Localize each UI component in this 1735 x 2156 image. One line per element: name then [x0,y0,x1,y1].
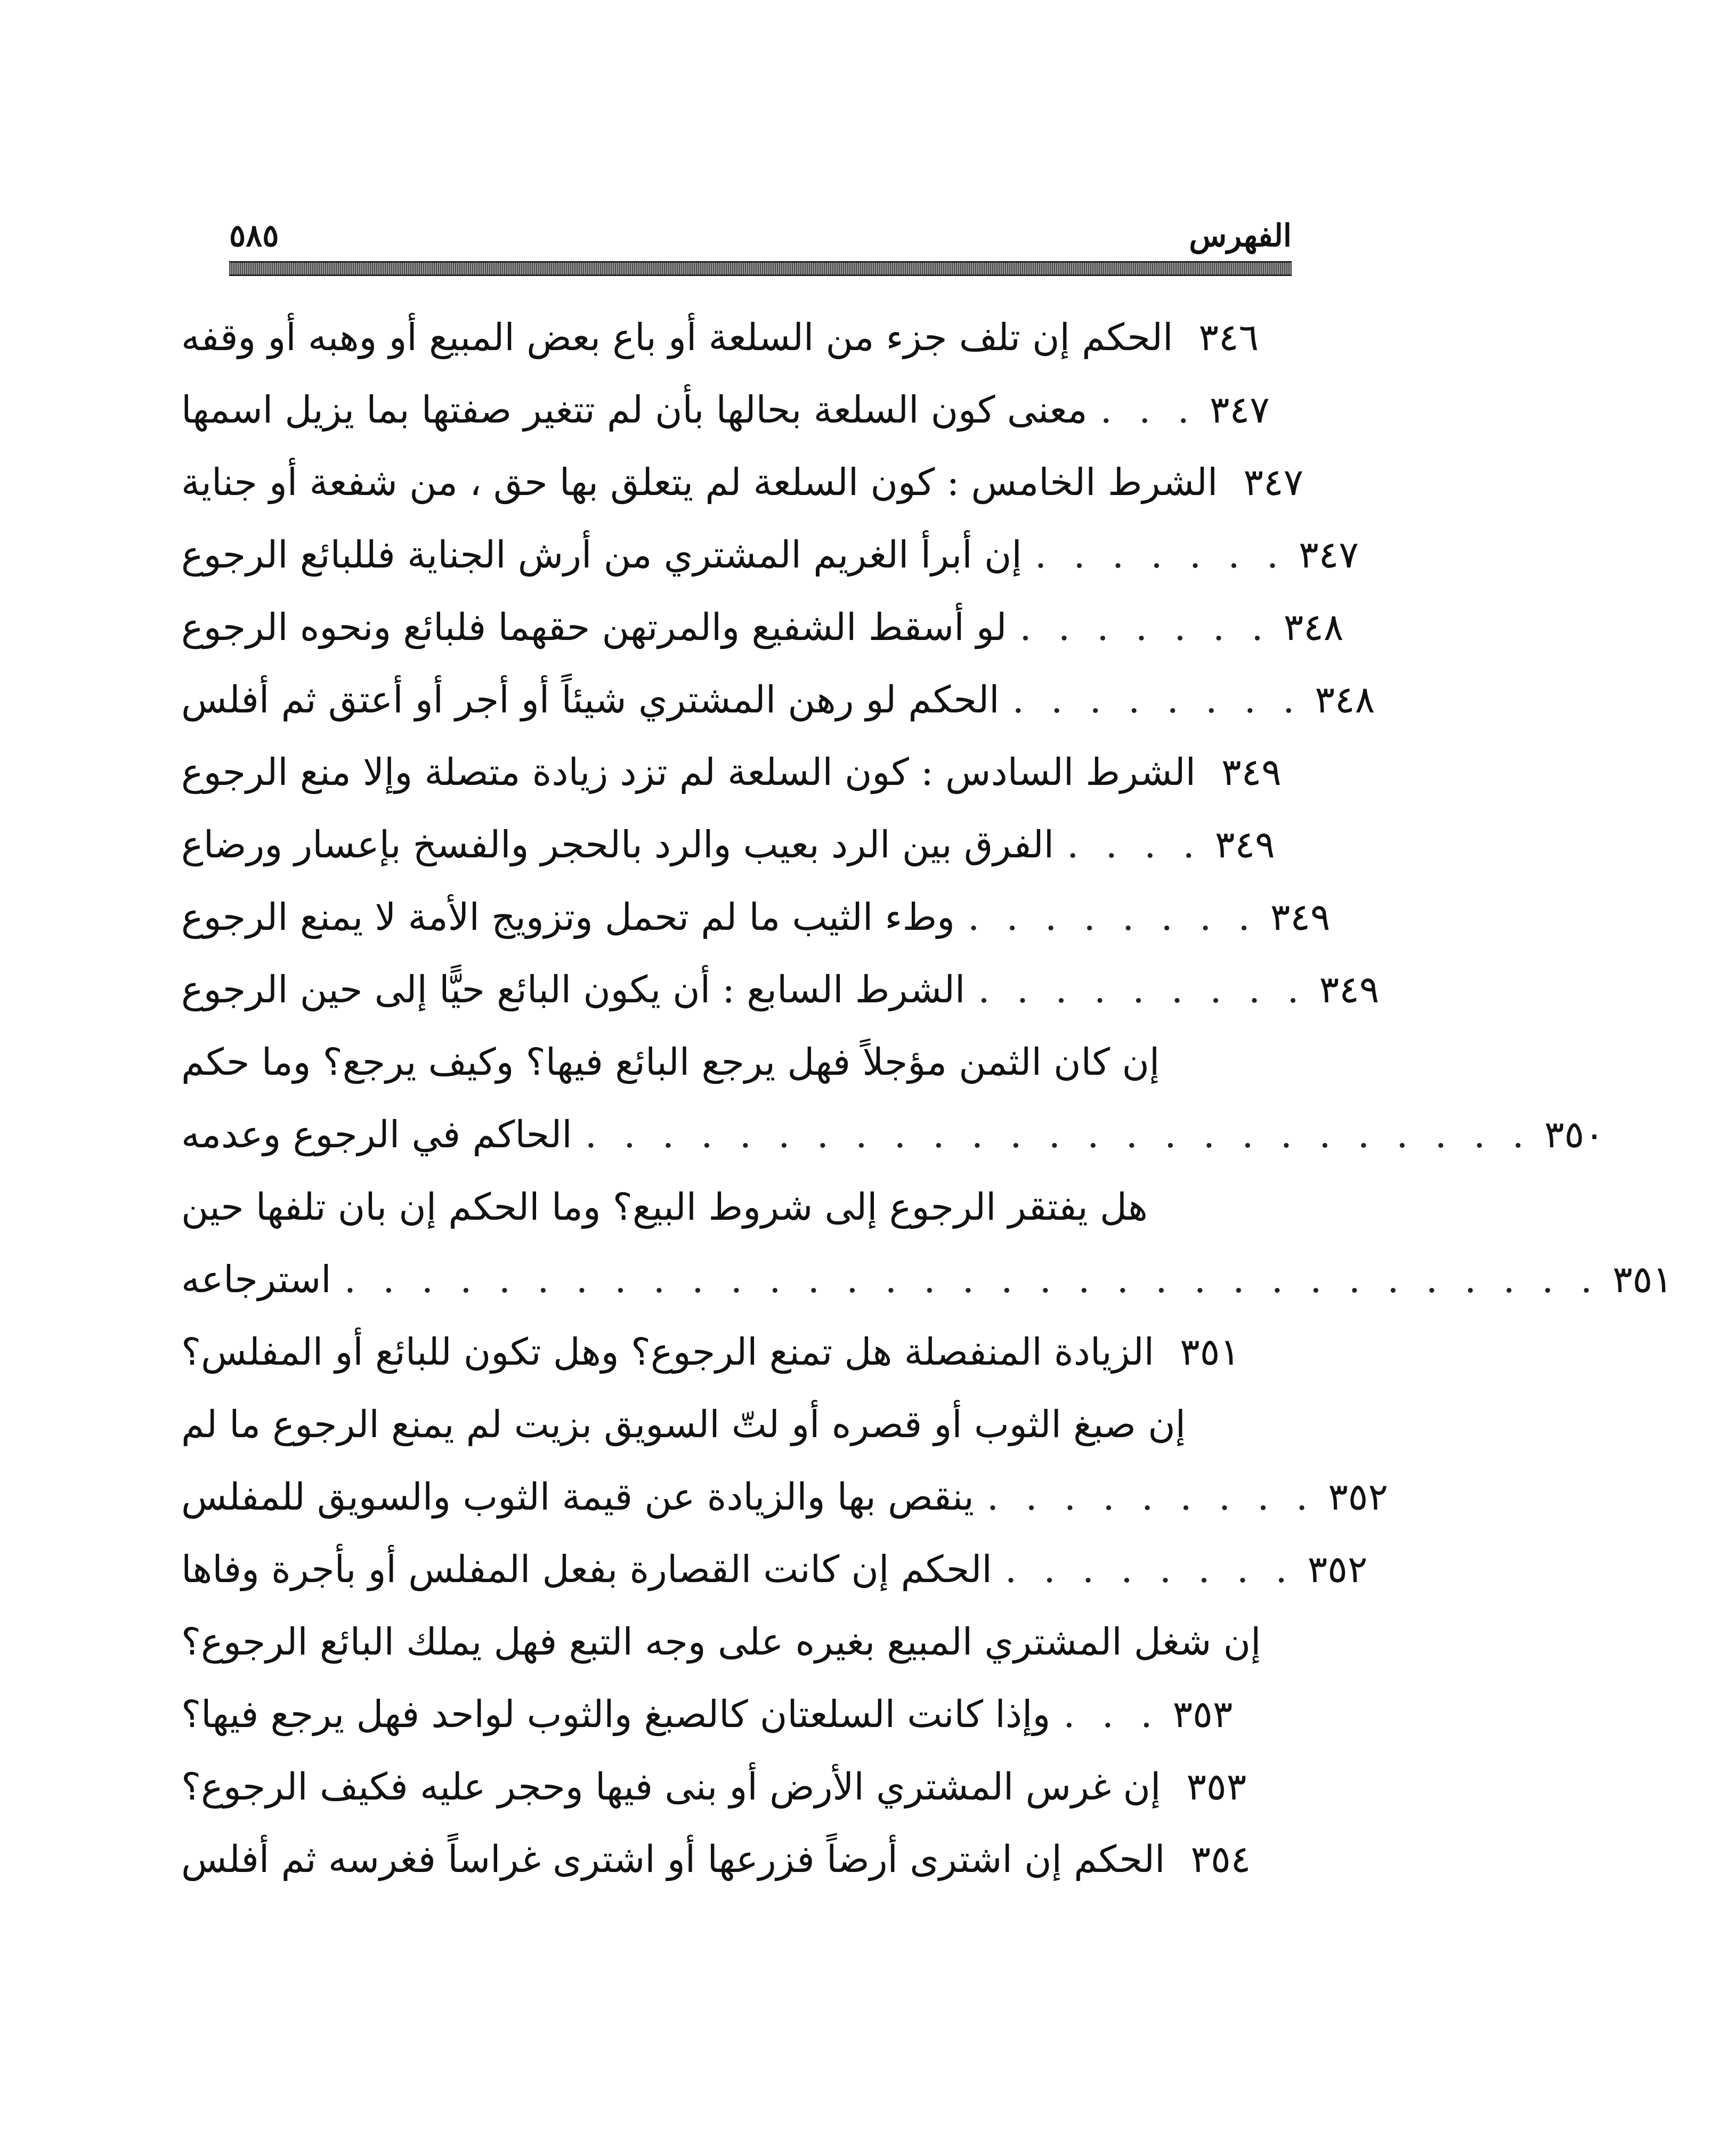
toc-entry [181,591,1344,663]
toc-entry [181,446,1304,518]
toc-leader-dots: . . . . . . . . . [986,1475,1316,1519]
table-of-contents [181,301,1673,1895]
toc-page-number: ٣٤٧ [1243,460,1304,504]
toc-leader-dots: . . . . . . . . [968,895,1258,939]
toc-entry-title: إن صبغ الثوب أو قصره أو لتّ السويق بزيت لم يمنع الرجوع ما لم [181,1403,1186,1446]
toc-leader-dots: . . . . [1067,823,1202,866]
toc-leader-dots: . . . . . . . . . [978,968,1307,1011]
toc-entry [181,1388,1268,1461]
toc-leader-dots: . . . . . . . . [1012,678,1302,722]
toc-entry [181,1098,1604,1171]
toc-entry-title: وطء الثيب ما لم تحمل وتزويج الأمة لا يمنع الرجوع [181,895,955,939]
toc-entry-title: ينقص بها والزيادة عن قيمة الثوب والسويق للمفلس [181,1475,974,1519]
toc-entry-title: الشرط السادس : كون السلعة لم تزد زيادة متصلة وإلا منع الرجوع [181,750,1196,794]
toc-page-number: ٣٥١ [1612,1258,1673,1301]
toc-entry [181,1678,1268,1750]
toc-leader-dots: . . . [1100,388,1197,432]
toc-entry [181,1606,1268,1678]
toc-entry-title: الزيادة المنفصلة هل تمنع الرجوع؟ وهل تكون للبائع أو المفلس؟ [181,1330,1155,1374]
toc-page-number: ٣٤٩ [1221,750,1282,794]
page-header [229,217,1292,260]
toc-entry-title: الشرط السابع : أن يكون البائع حيًّا إلى حين الرجوع [181,968,966,1011]
toc-entry [181,518,1359,591]
toc-entry-title: إن أبرأ الغريم المشتري من أرش الجناية فللبائع الرجوع [181,533,1022,577]
running-title: الفهرس [1189,217,1292,254]
toc-leader-dots: . . . . . . . [1019,605,1271,649]
toc-page-number: ٣٤٧ [1299,533,1359,577]
toc-entry-title: الحكم إن كانت القصارة بفعل المفلس أو بأجرة وفاها [181,1547,992,1591]
toc-entry [181,1171,1268,1243]
toc-page-number: ٣٥٤ [1190,1837,1251,1881]
toc-leader-dots: . . . . . . . [1034,533,1286,577]
toc-page-number: ٣٤٧ [1209,388,1270,432]
toc-entry-title: الحكم لو رهن المشتري شيئاً أو أجر أو أعتق ثم أفلس [181,678,1000,722]
toc-entry-title: الفرق بين الرد بعيب والرد بالحجر والفسخ بإعسار ورضاع [181,823,1055,866]
toc-page-number: ٣٤٩ [1270,895,1331,939]
toc-entry-title: وإذا كانت السلعتان كالصبغ والثوب لواحد فهل يرجع فيها؟ [181,1692,1051,1736]
toc-entry-title: إن كان الثمن مؤجلاً فهل يرجع البائع فيها؟ وكيف يرجع؟ وما حكم [181,1040,1160,1084]
toc-leader-dots: . . . [1063,1692,1160,1736]
toc-entry [181,808,1275,881]
toc-entry [181,736,1282,808]
toc-page-number: ٣٤٩ [1214,823,1275,866]
toc-entry [181,1243,1673,1316]
toc-page-number: ٣٥٢ [1328,1475,1388,1519]
toc-entry-title: استرجاعه [181,1258,331,1301]
toc-page-number: ٣٤٨ [1315,678,1375,722]
toc-entry-title: لو أسقط الشفيع والمرتهن حقهما فلبائع ونحوه الرجوع [181,605,1007,649]
toc-entry-title: إن غرس المشتري الأرض أو بنى فيها وحجر عليه فكيف الرجوع؟ [181,1765,1161,1809]
toc-entry-title: هل يفتقر الرجوع إلى شروط البيع؟ وما الحكم إن بان تلفها حين [181,1185,1148,1229]
toc-page-number: ٣٥٢ [1307,1547,1368,1591]
toc-page-number: ٣٥١ [1180,1330,1240,1374]
toc-entry [181,1823,1268,1895]
toc-entry-title: الحكم إن تلف جزء من السلعة أو باع بعض المبيع أو وهبه أو وقفه [181,315,1173,359]
toc-entry [181,301,1268,374]
toc-leader-dots: . . . . . . . . [1004,1547,1295,1591]
toc-entry [181,1461,1388,1533]
toc-page-number: ٣٥٠ [1544,1113,1604,1156]
toc-page-number: ٣٤٩ [1319,968,1380,1011]
toc-entry [181,953,1380,1026]
toc-page-number: ٣٥٣ [1172,1692,1233,1736]
toc-entry-title: الحاكم في الرجوع وعدمه [181,1113,572,1156]
toc-leader-dots: . . . . . . . . . . . . . . . . . . . . . . . . . [585,1113,1532,1156]
toc-page-number: ٣٥٣ [1186,1765,1247,1809]
toc-entry [181,1026,1268,1098]
toc-entry [181,1316,1268,1388]
header-divider [229,261,1292,276]
toc-entry [181,374,1268,446]
toc-entry-title: الشرط الخامس : كون السلعة لم يتعلق بها حق ، من شفعة أو جناية [181,460,1218,504]
toc-page-number: ٣٤٦ [1198,315,1259,359]
toc-entry [181,1533,1368,1606]
toc-page-number: ٣٤٨ [1283,605,1344,649]
toc-entry [181,1750,1268,1823]
toc-leader-dots: . . . . . . . . . . . . . . . . . . . . . . . . . . . . . . . . . [344,1258,1600,1301]
toc-entry-title: الحكم إن اشترى أرضاً فزرعها أو اشترى غراساً فغرسه ثم أفلس [181,1837,1165,1881]
toc-entry-title: معنى كون السلعة بحالها بأن لم تتغير صفتها بما يزيل اسمها [181,388,1088,432]
toc-entry-title: إن شغل المشتري المبيع بغيره على وجه التبع فهل يملك البائع الرجوع؟ [181,1620,1261,1664]
toc-entry [181,663,1375,736]
page-number: ٥٨٥ [229,217,279,254]
toc-entry [181,881,1331,953]
